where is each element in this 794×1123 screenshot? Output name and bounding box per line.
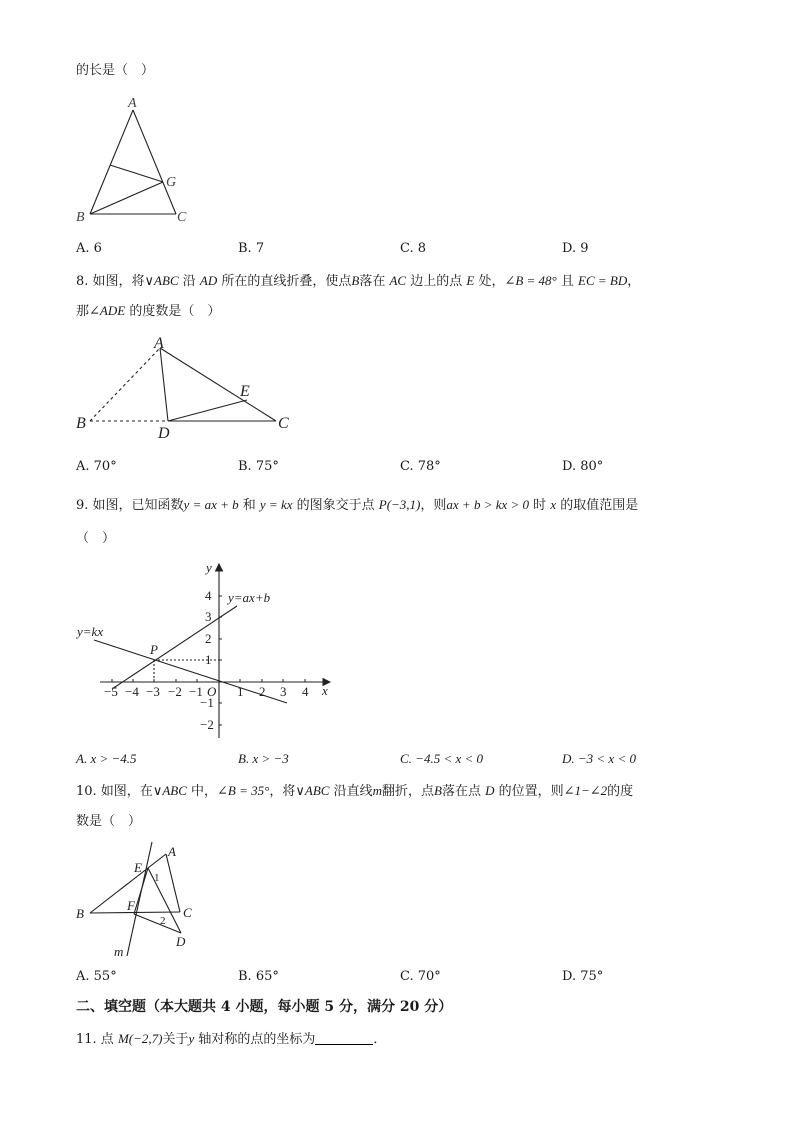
q7-label-b: B	[76, 210, 85, 225]
q9-stem-line2: （ ）	[76, 531, 116, 546]
q9-option-d[interactable]: D. −3 < x < 0	[562, 751, 636, 766]
q10-angle-2: 2	[160, 915, 166, 927]
q10-label-a: A	[168, 844, 176, 859]
q8-label-d: D	[158, 425, 170, 442]
q8-stem-line2: 那∠ADE 的度数是（ ）	[76, 303, 221, 319]
q9-x-tick: −1	[189, 684, 203, 699]
q9-y-tick: 4	[205, 588, 212, 603]
q7-label-g: G	[166, 175, 177, 190]
q7-option-a[interactable]: A. 6	[76, 241, 102, 256]
q9-line-kx-label: y=kx	[77, 624, 104, 639]
q9-y-tick: 1	[205, 652, 212, 667]
q10-label-e: E	[134, 860, 142, 875]
q9-stem-line1: 9. 如图，已知函数y = ax + b 和 y = kx 的图象交于点 P(−3,1)，则ax + b > kx > 0 时 x 的取值范围是	[76, 497, 639, 513]
q8-option-d[interactable]: D. 80°	[562, 459, 604, 474]
q9-option-c[interactable]: C. −4.5 < x < 0	[400, 751, 484, 766]
q8-option-c[interactable]: C. 78°	[400, 459, 441, 474]
q9-y-tick: 2	[205, 631, 212, 646]
section-2-title: 二、填空题（本大题共 4 小题，每小题 5 分，满分 20 分）	[76, 999, 453, 1015]
q9-y-tick: 3	[205, 609, 212, 624]
q9-graph	[72, 556, 342, 742]
q7-figure	[70, 94, 200, 226]
q9-y-label: y	[206, 560, 212, 575]
q10-label-m: m	[114, 944, 124, 959]
q10-option-d[interactable]: D. 75°	[562, 969, 604, 984]
q7-option-b[interactable]: B. 7	[238, 241, 265, 256]
q10-option-b[interactable]: B. 65°	[238, 969, 279, 984]
q9-x-tick: −2	[168, 684, 182, 699]
q7-label-a: A	[128, 96, 137, 111]
q8-figure	[70, 332, 310, 442]
q10-label-c: C	[183, 905, 192, 920]
q10-option-c[interactable]: C. 70°	[400, 969, 441, 984]
q8-label-a: A	[154, 335, 164, 352]
q9-option-b[interactable]: B. x > −3	[238, 751, 289, 766]
q9-point-p-label: P	[150, 642, 158, 657]
q10-label-d: D	[176, 934, 186, 949]
q9-y-tick: −1	[200, 695, 214, 710]
q10-stem-line1: 10. 如图，在∨ABC 中，∠B = 35°，将∨ABC 沿直线m翻折，点B落在点 D 的位置，则∠1−∠2的度	[76, 783, 634, 799]
q10-stem-line2: 数是（ ）	[76, 814, 142, 829]
q9-x-tick: 3	[280, 684, 287, 699]
q9-x-tick: −4	[125, 684, 139, 699]
q8-label-e: E	[240, 383, 250, 400]
q8-option-a[interactable]: A. 70°	[76, 459, 117, 474]
q11-stem: 11. 点 M(−2,7)关于y 轴对称的点的坐标为 ．	[76, 1031, 387, 1047]
q9-x-tick: 1	[237, 684, 244, 699]
q10-angle-1: 1	[154, 872, 160, 884]
q9-x-label: x	[322, 683, 328, 698]
q9-origin-label: O	[207, 684, 217, 699]
q8-option-b[interactable]: B. 75°	[238, 459, 279, 474]
q8-label-b: B	[76, 415, 86, 432]
q7-text: 的长是（ ）	[76, 63, 155, 78]
q8-label-c: C	[278, 415, 289, 432]
q9-x-tick: 2	[259, 684, 266, 699]
q7-label-c: C	[177, 210, 187, 225]
q11-answer-blank[interactable]	[315, 1030, 373, 1045]
q10-option-a[interactable]: A. 55°	[76, 969, 117, 984]
q9-option-a[interactable]: A. x > −4.5	[76, 751, 137, 766]
q9-x-tick: −5	[104, 684, 118, 699]
q9-x-tick: 4	[302, 684, 309, 699]
q9-line-axb-label: y=ax+b	[228, 590, 271, 605]
q9-y-tick: −2	[200, 717, 214, 732]
q10-label-f: F	[127, 898, 135, 913]
q8-stem-line1: 8. 如图，将∨ABC 沿 AD 所在的直线折叠，使点B落在 AC 边上的点 E 处，∠B = 48° 且 EC = BD，	[76, 273, 641, 289]
q9-line-axb	[112, 606, 237, 689]
q9-x-tick: −3	[146, 684, 160, 699]
q10-figure	[72, 840, 212, 962]
q7-option-c[interactable]: C. 8	[400, 241, 427, 256]
q7-option-d[interactable]: D. 9	[562, 241, 589, 256]
q10-label-b: B	[76, 906, 84, 921]
